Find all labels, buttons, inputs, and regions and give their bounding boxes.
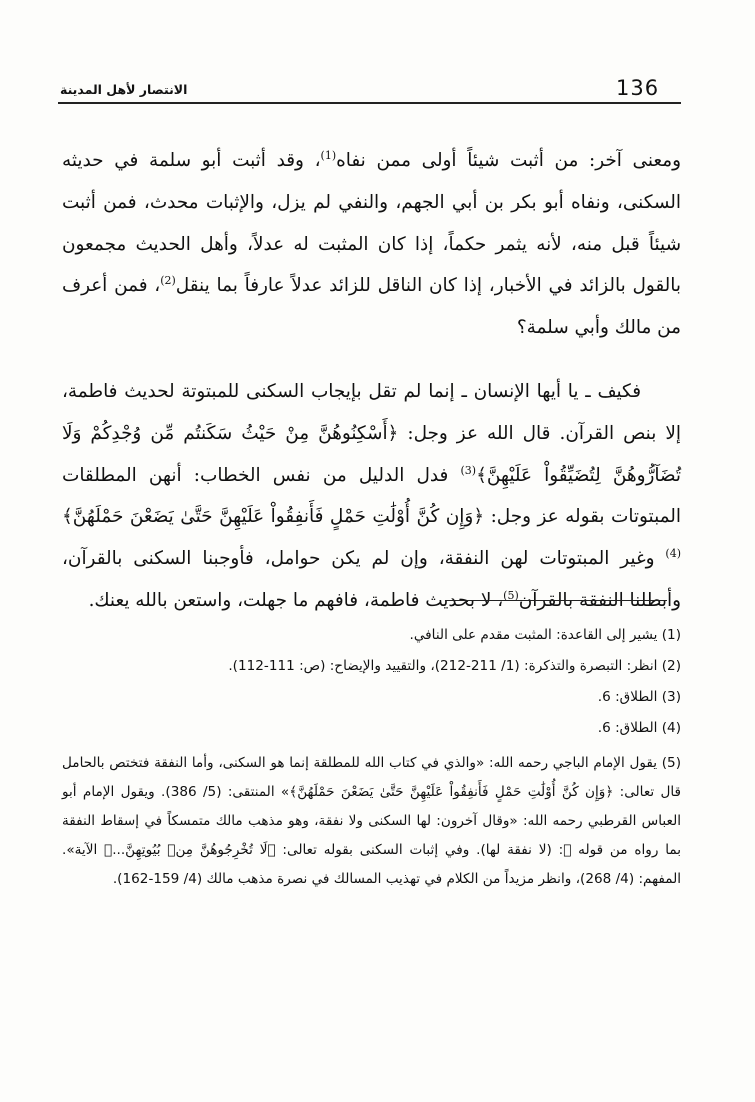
text-run: وغير المبتوتات لهن النفقة، وإن لم يكن حوامل، فأوجبنا السكنى بالقرآن، وأبطلنا النفقة بالقرآن [62, 548, 681, 611]
text-run: ، لا بحديث فاطمة، فافهم ما جهلت، واستعن بالله يعنك. [88, 589, 504, 611]
header-rule [58, 102, 681, 104]
book-title: الانتصار لأهل المدينة [60, 82, 188, 97]
quran-verse-1: ﴿أَسْكِنُوهُنَّ مِنْ حَيْثُ سَكَنتُم مِّن وُجْدِكُمْ وَلَا تُضَآرُّوهُنَّ لِتُضَيِّقُواْ عَلَيْهِنَّ﴾ [62, 422, 682, 486]
text-run: ، فمن أعرف من مالك وأبي سلمة؟ [62, 275, 681, 339]
text-run: فدل الدليل من نفس الخطاب: أنهن المطلقات المبتوتات بقوله عز وجل: [62, 464, 681, 528]
paragraph-2 [62, 371, 681, 622]
page-number: 136 [616, 76, 660, 100]
footnotes [62, 624, 681, 903]
text-run: فكيف ـ يا أيها الإنسان ـ إنما لم تقل بإيجاب السكنى للمبتوتة لحديث فاطمة، إلا بنص القرآن. قال الله عز وجل: [62, 380, 681, 444]
footnote-ref-3: (3) [460, 463, 477, 477]
footnote-separator [445, 600, 667, 601]
footnote-2: (2) انظر: التبصرة والتذكرة: (1/ 211-212)، والتقييد والإيضاح: (ص: 111-112). [228, 658, 681, 674]
text-run: ، وقد أثبت أبو سلمة في حديثه السكنى، ونفاه أبو بكر بن أبي الجهم، والنفي لم يزل، والإثبات محدث، فمن أثبت شيئاً قبل منه، لأنه يثمر حكماً، إذا كان المثبت له عدلاً، وأهل الحديث مجمعون بالقول بالزائد في الأخبار، إذا كان الناقل للزائد عدلاً عارفاً بما ينقل [62, 150, 681, 297]
running-header [58, 78, 681, 104]
footnote-1: (1) يشير إلى القاعدة: المثبت مقدم على النافي. [409, 627, 681, 643]
footnote-4: (4) الطلاق: 6. [597, 720, 681, 736]
paragraph-1 [62, 140, 681, 349]
footnote-3: (3) الطلاق: 6. [597, 689, 681, 705]
footnote-ref-1: (1) [320, 149, 337, 162]
text-run: ومعنى آخر: من أثبت شيئاً أولى ممن نفاه [336, 150, 682, 171]
footnote-ref-2: (2) [160, 274, 176, 288]
footnote-ref-4: (4) [665, 547, 681, 561]
quran-verse-2: ﴿وَإِن كُنَّ أُوْلَٰتِ حَمْلٍ فَأَنفِقُواْ عَلَيْهِنَّ حَتَّىٰ يَضَعْنَ حَمْلَهُنَّ﴾ [62, 506, 485, 528]
footnote-5: (5) يقول الإمام الباجي رحمه الله: «والذي في كتاب الله للمطلقة إنما هو السكنى، وأما النفقة فتختص بالحامل قال تعالى: ﴿وَإِن كُنَّ أُوْلَٰتِ حَمْلٍ فَأَنفِقُواْ عَلَيْهِنَّ حَتَّىٰ يَضَعْنَ حَمْلَهُنَّ﴾» المنتقى: (5/ 386). ويقول الإمام أبو العباس القرطبي رحمه الله: «وقال آخرون: لها السكنى ولا نفقة، وهو مذهب مالك متمسكاً في إسقاط النفقة بما رواه من قوله ﷺ: (لا نفقة لها). وفي إثبات السكنى بقوله تعالى: ﴿لَا تُخْرِجُوهُنَّ مِنۢ بُيُوتِهِنَّ...﴾ الآية». المفهم: (4/ 268)، وانظر مزيداً من الكلام في تهذيب المسالك في نصرة مذهب مالك (4/ 159-162). [62, 755, 681, 887]
footnote-ref-5: (5) [503, 588, 519, 602]
main-text [62, 140, 681, 622]
